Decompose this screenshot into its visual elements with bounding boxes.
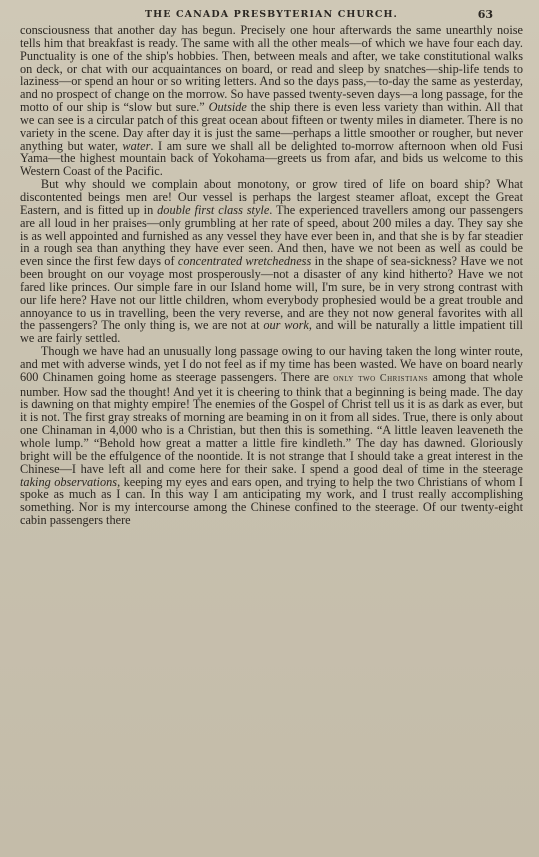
- paragraph-1: [20, 24, 523, 178]
- italic-text: double first class style: [157, 202, 270, 217]
- body-text: [20, 24, 523, 527]
- text-run: , keeping my eyes and ears open, and trying to help the two Christians of whom I spoke as much as I can. In this way I am anticipating my work, and I trust really accomplishing something. Nor is my intercourse among the Chinese confined to the steerage. Of our twenty-eight cabin passengers there: [20, 474, 523, 528]
- small-caps-text: only two Christians: [333, 372, 429, 384]
- paragraph-3: [20, 345, 523, 527]
- text-run: Though we have had an unusually long passage owing to our having taken the long winter route, and met with adverse winds, yet I do not feel as if my time has been wasted. We have on board nearly 600 Chinamen going home as steerage passengers. There are: [20, 344, 523, 384]
- page-number: 63: [477, 8, 493, 21]
- paragraph-2: [20, 178, 523, 345]
- text-run: consciousness that another day has begun. Precisely one hour afterwards the same unearthly noise tells him that breakfast is ready. The same with all the other meals—of which we have four each day. Punctuality is one of the ship's hobbies. Then, between meals and after, we take constitutional walks on deck, or chat with our acquaintances on board, or read and sleep by snatches—ship-life tends to laziness—or spend an hour or so writing letters. And so the days pass,—to-day the same as yesterday, and no prospect of change on the morrow. So have passed twenty-seven days—a long passage, for the motto of our ship is “slow but sure.”: [20, 23, 523, 115]
- italic-text: concentrated wretchedness: [177, 254, 312, 269]
- text-run: the ship there is even less variety than within. All that we can see is a circular patch of this great ocean about fifteen or twenty miles in diameter. There is no variety in the scene. Day after day it is just the same—perhaps a little smoother or rougher, but never anything but water,: [20, 100, 523, 153]
- text-run: . I am sure we shall all be delighted to-morrow afternoon when old Fusi Yama—the highest mountain back of Yokohama—greets us from afar, and bids us welcome to this Western Coast of the Pacific.: [20, 138, 524, 179]
- text-run: But why should we complain about monotony, or grow tired of life on board ship? What discontented beings men are! Our vessel is perhaps the largest steamer afloat, except the Great Eastern, and is fitted up in: [20, 177, 523, 217]
- text-run: in the shape of sea-sickness? Have we not been brought on our voyage most prosperously—not a disaster of any kind hitherto? Have we not fared like princes. Our simple fare in our Island home will, I'm sure, be in very strong contrast with our life here? Have not our little children, whom everybody prophesied would be a great trouble and annoyance to us in travelling, been the very reverse, and are they not now general favorites with all the passengers? The only thing is, we are not at: [20, 254, 524, 333]
- italic-text: Outside: [208, 100, 247, 115]
- running-title: THE CANADA PRESBYTERIAN CHURCH.: [145, 9, 398, 20]
- italic-text: our work: [263, 318, 309, 333]
- italic-text: taking observations: [20, 474, 118, 489]
- text-run: , and will be naturally a little impatient till we are fairly settled.: [20, 318, 523, 346]
- text-run: among that whole number. How sad the thought! And yet it is cheering to think that a beginning is being made. The day is dawning on that mighty empire! The enemies of the Gospel of Christ tell us it is as dark as ever, but it is not. The first gray streaks of morning are beaming in on it from all sides. True, there is only about one Chinaman in 4,000 who is a Christian, but then this is something. “A little leaven leaveneth the whole lump.” “Behold how great a matter a little fire kindleth.” The day has dawned. Gloriously bright will be the effulgence of the noontide. It is not strange that I should take a great interest in the Chinese—I have left all and come here for their sake. I spend a good deal of time in the steerage: [20, 369, 524, 476]
- italic-text: water: [122, 138, 151, 153]
- text-run: . The experienced travellers among our passengers are all loud in her praises—only grumbling at her rate of speed, about 200 miles a day. They say she is as well appointed and furnished as any vessel they have ever been in, and that she is by far steadier in a rough sea than anything they have ever seen. And then, have we not been as well as could be even since the first few days of: [20, 202, 523, 269]
- running-head: [20, 6, 523, 24]
